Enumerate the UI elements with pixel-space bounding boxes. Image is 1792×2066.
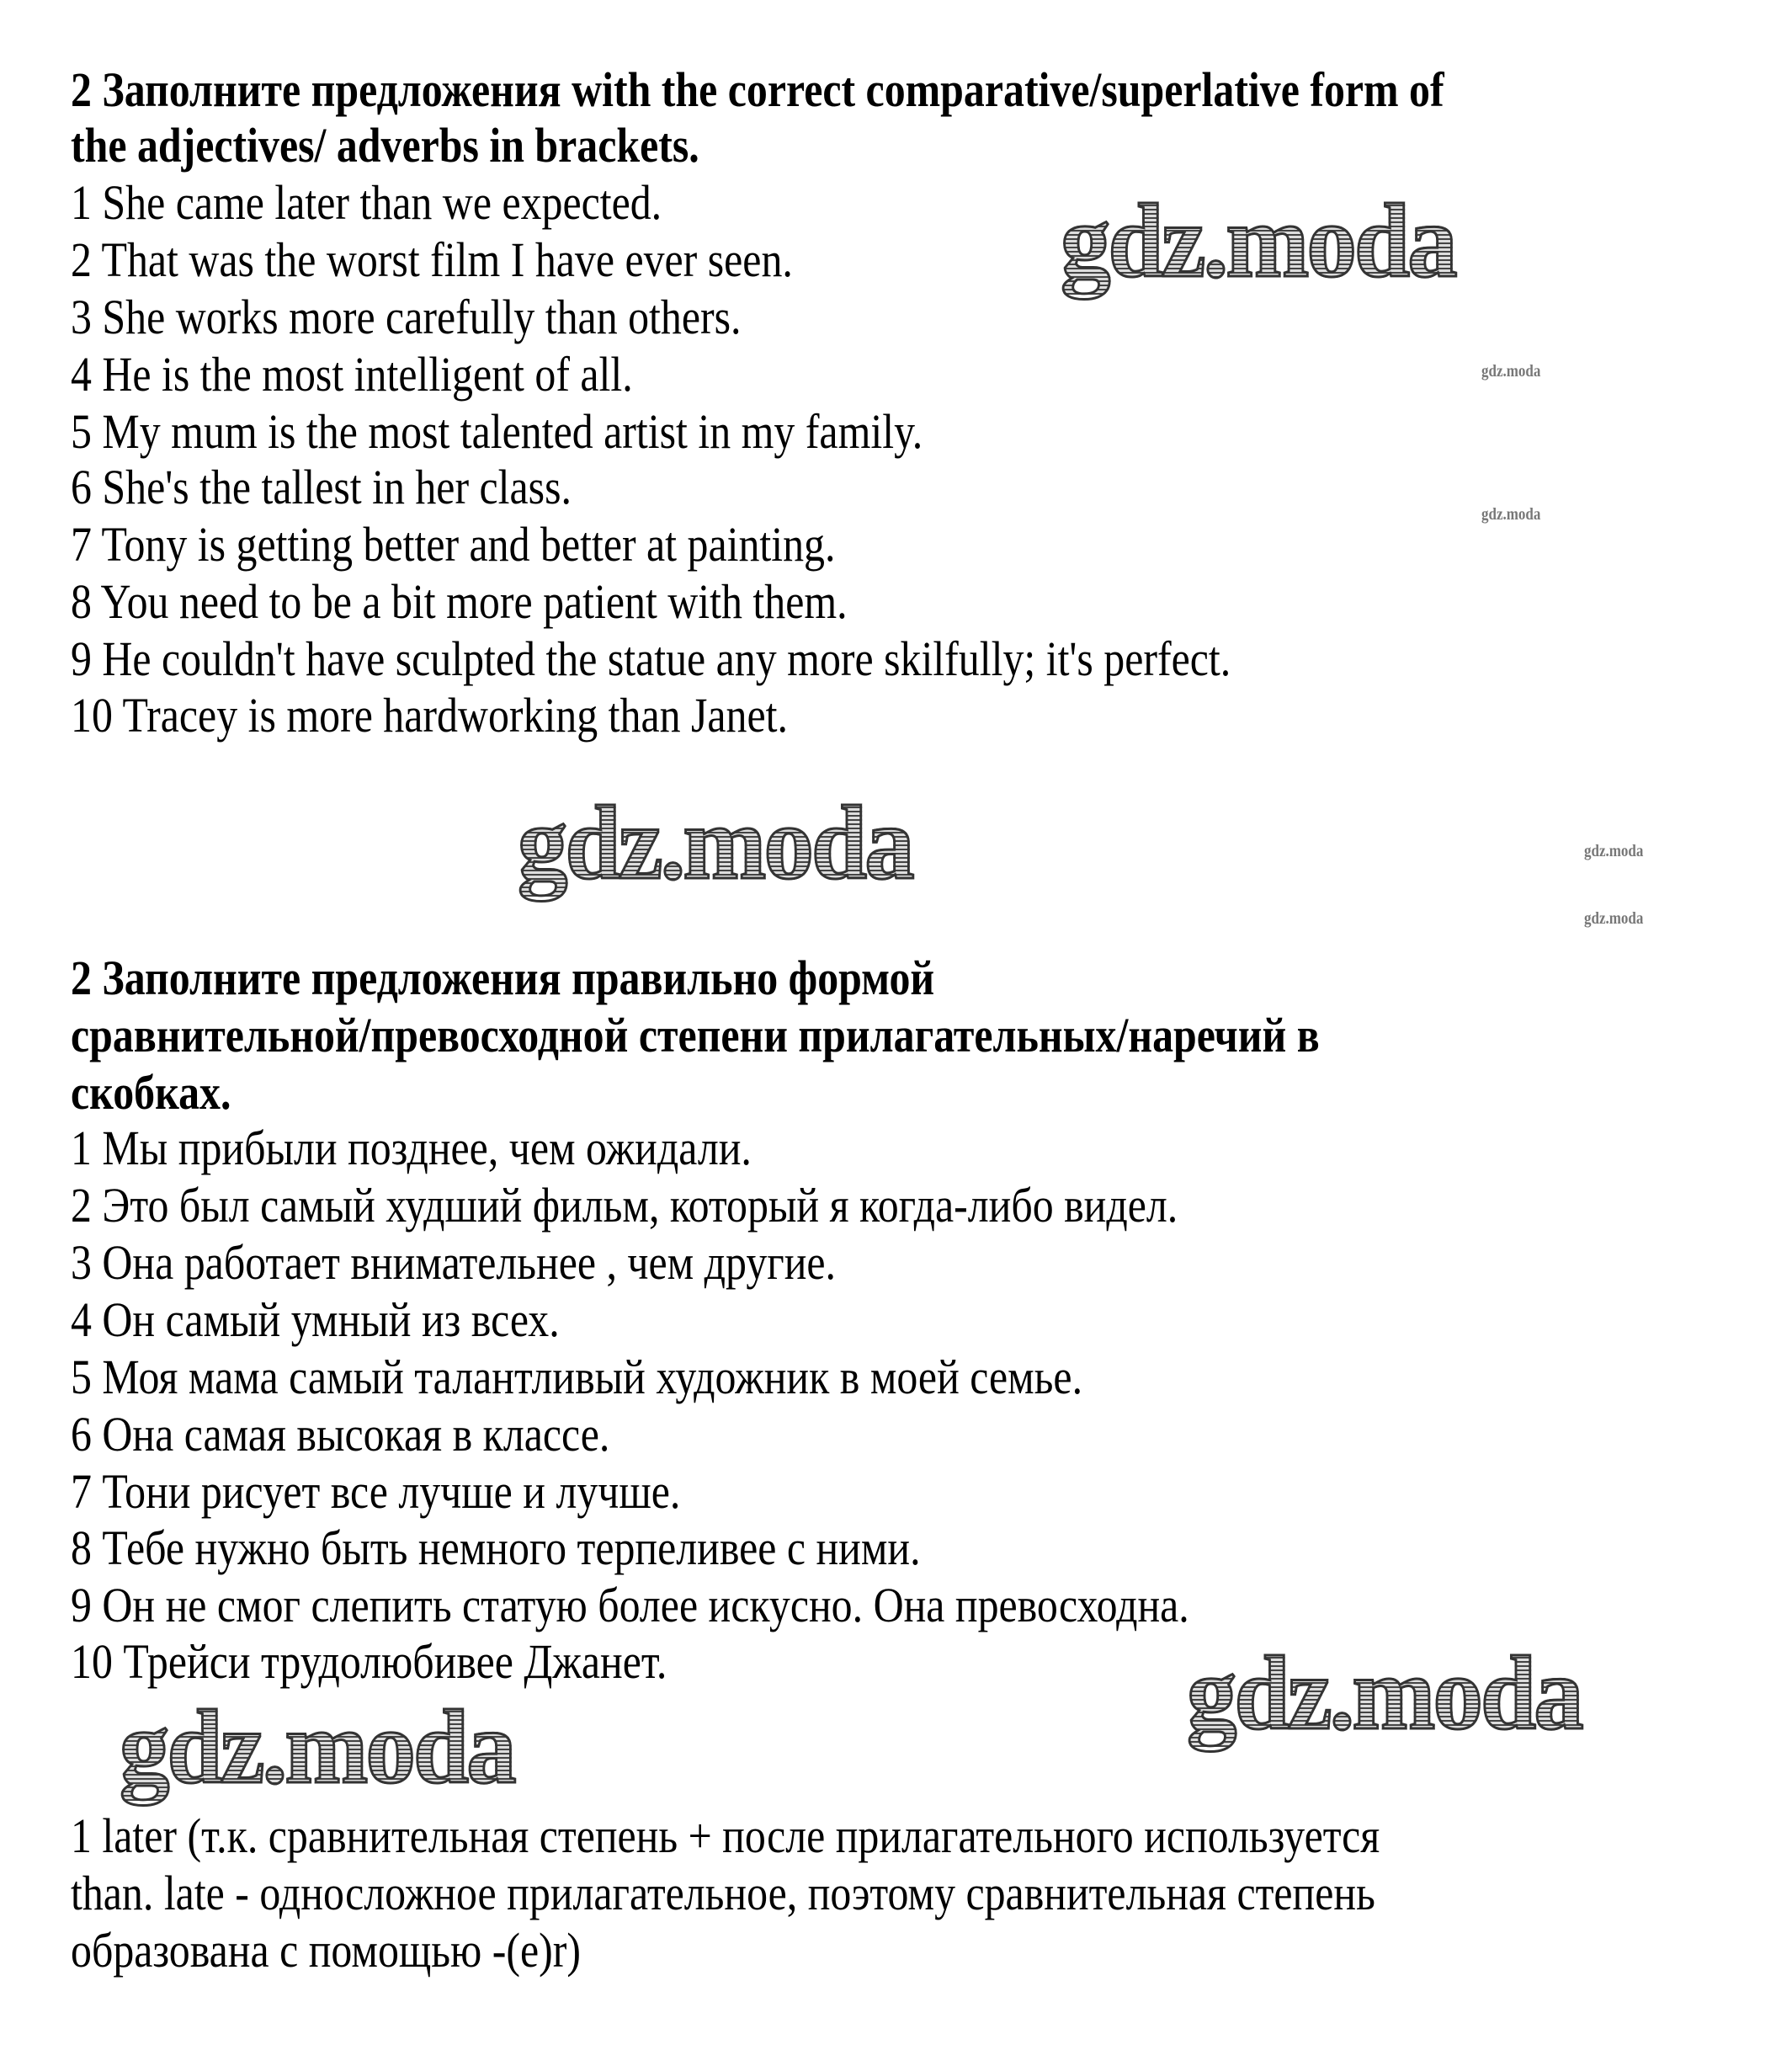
russian-item: 2 Это был самый худший фильм, который я когда-либо видел. (71, 1178, 1178, 1233)
russian-item: 6 Она самая высокая в классе. (71, 1407, 610, 1462)
english-item: 5 My mum is the most talented artist in my family. (71, 404, 923, 459)
explanation-line: 1 later (т.к. сравнительная степень + после прилагательного используется (71, 1808, 1380, 1863)
english-item: 10 Tracey is more hardworking than Janet. (71, 688, 788, 743)
watermark-logo: gdz.moda (518, 785, 912, 902)
english-item: 9 He couldn't have sculpted the statue any more skilfully; it's perfect. (71, 631, 1231, 686)
watermark-small: gdz.moda (1481, 362, 1541, 381)
watermark-logo: gdz.moda (120, 1690, 514, 1806)
english-item: 1 She came later than we expected. (71, 175, 662, 230)
russian-item: 10 Трейси трудолюбивее Джанет. (71, 1634, 667, 1689)
english-heading-line-1: 2 Заполните предложения with the correct comparative/superlative form of (71, 62, 1444, 117)
english-item: 4 He is the most intelligent of all. (71, 347, 633, 402)
russian-item: 3 Она работает внимательнее , чем другие. (71, 1235, 837, 1290)
watermark-small: gdz.moda (1584, 842, 1644, 860)
russian-item: 8 Тебе нужно быть немного терпеливее с ними. (71, 1520, 921, 1575)
russian-item: 9 Он не смог слепить статую более искусно. Она превосходна. (71, 1578, 1189, 1632)
explanation-line: than. late - односложное прилагательное, поэтому сравнительная степень (71, 1866, 1375, 1920)
watermark-logo: gdz.moda (1187, 1636, 1582, 1752)
russian-item: 7 Тони рисует все лучше и лучше. (71, 1464, 681, 1519)
watermark-small: gdz.moda (1584, 909, 1644, 928)
explanation-line: образована с помощью -(e)r) (71, 1923, 581, 1978)
english-item: 2 That was the worst film I have ever seen. (71, 232, 793, 287)
russian-heading-line-3: скобках. (71, 1065, 231, 1120)
english-item: 3 She works more carefully than others. (71, 290, 742, 344)
russian-item: 1 Мы прибыли позднее, чем ожидали. (71, 1121, 752, 1175)
english-item: 6 She's the tallest in her class. (71, 460, 572, 514)
russian-item: 4 Он самый умный из всех. (71, 1292, 560, 1347)
english-heading-line-2: the adjectives/ adverbs in brackets. (71, 118, 699, 173)
russian-heading-line-2: сравнительной/превосходной степени прилагательных/наречий в (71, 1008, 1320, 1062)
watermark-small: gdz.moda (1481, 505, 1541, 524)
english-item: 7 Tony is getting better and better at painting. (71, 517, 836, 572)
russian-item: 5 Моя мама самый талантливый художник в моей семье. (71, 1350, 1083, 1404)
english-item: 8 You need to be a bit more patient with them. (71, 574, 848, 629)
watermark-logo: gdz.moda (1061, 184, 1455, 300)
russian-heading-line-1: 2 Заполните предложения правильно формой (71, 950, 935, 1005)
